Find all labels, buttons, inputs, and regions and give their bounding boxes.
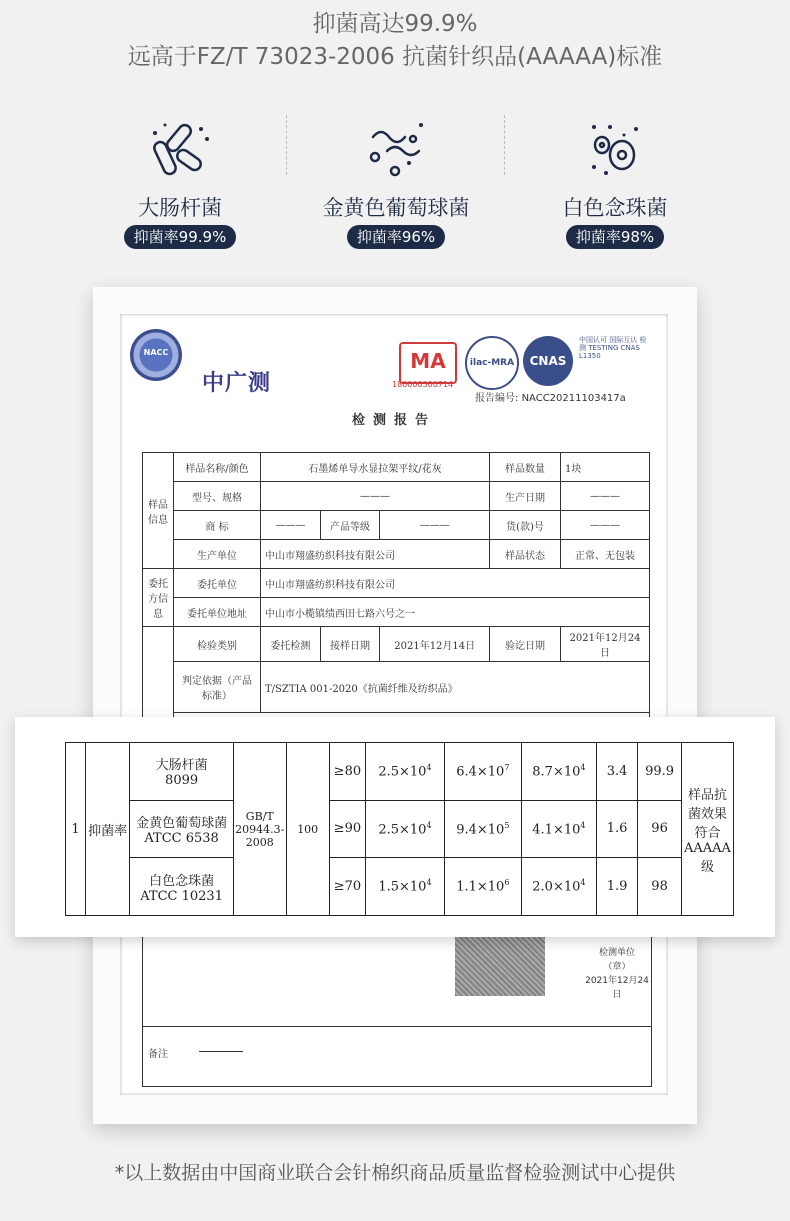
cma-mark: MA xyxy=(399,342,457,384)
headline xyxy=(0,8,790,74)
cocci-bacteria-icon xyxy=(361,115,431,185)
stat-candida xyxy=(515,115,715,249)
headline-line-2: 远高于FZ/T 73023-2006 抗菌针织品(AAAAA)标准 xyxy=(127,44,663,70)
result-highlight xyxy=(15,717,775,937)
organism-cell: 白色念珠菌 ATCC 10231 xyxy=(130,858,234,916)
ilac-mra-mark: ilac-MRA xyxy=(465,336,519,390)
stat-rate-badge: 抑菌率98% xyxy=(566,225,664,249)
testing-unit-stamp: 检测单位 （章） 2021年12月24日 xyxy=(585,948,649,1000)
yeast-cells-icon xyxy=(580,115,650,185)
organism-cell: 大肠杆菌 8099 xyxy=(130,743,234,801)
cnas-mark: CNAS xyxy=(523,336,573,386)
stat-name: 大肠杆菌 xyxy=(138,196,222,220)
stat-staph xyxy=(296,115,496,249)
nacc-logo-icon: NACC xyxy=(130,329,182,381)
bacteria-stats xyxy=(0,115,790,250)
cma-number: 180000300714 xyxy=(392,380,454,389)
organism-cell: 金黄色葡萄球菌 ATCC 6538 xyxy=(130,800,234,858)
logo-text: 中广测 xyxy=(202,371,272,396)
cnas-text: 中国认可 国际互认 检测 TESTING CNAS L1350 xyxy=(579,336,647,360)
result-table: 1 抑菌率 大肠杆菌 8099 GB/T 20944.3-2008 100 ≥80 $2.5\times 10^4$ $6.4\times 10^7$ $8.7\times 10^4$ 3.4 99.9 样品抗菌效果符合AAAAA级 金黄色葡萄球菌 ATCC 6538 ≥90 $2.5\times 10^4$ $9.4\times 10^5$ $4.1\times 10^4$ 1.6 96 白色念珠菌 ATCC 10231 ≥70 $1.5\times 10^4$ $1.1\times 10^6$ $2.0\times 10^4$ 1.9 98 xyxy=(65,742,734,916)
divider xyxy=(504,115,505,175)
stat-name: 白色念珠菌 xyxy=(562,196,668,220)
test-report xyxy=(120,314,668,1095)
notes-row: 备注 xyxy=(143,1026,651,1087)
report-number: 报告编号: NACC20211103417a xyxy=(475,393,626,404)
report-table: 样品信息 样品名称/颜色 石墨烯单导水显拉架平纹/花灰 样品数量 1块 型号、规格 ——— 生产日期 ——— 商 标 ——— 产品等级 ——— 货(款)号 ——— 生产单位 中山市翔盛纺织科技有限公司 样品状态 正常、无包装 委托方信息 委托单位 中山市翔盛纺织科技有限公司 委托单位地址 中山市小榄镇绩西田七路六号之一 检验类别 委托检测 接样日期 2021年12月14日 验讫日期 2021年12月24日 判定依据（产品标准） T/SZTIA 001-2020《抗菌纤维及纺织品》 xyxy=(142,452,650,728)
section-client: 委托方信息 xyxy=(143,569,174,627)
footnote: *以上数据由中国商业联合会针棉织商品质量监督检验测试中心提供 xyxy=(114,1162,676,1184)
headline-line-1: 抑菌高达99.9% xyxy=(312,11,478,37)
stat-rate-badge: 抑菌率99.9% xyxy=(124,225,237,249)
stat-name: 金黄色葡萄球菌 xyxy=(322,196,470,220)
report-frame xyxy=(93,287,697,1124)
stat-ecoli xyxy=(80,115,280,249)
rod-bacteria-icon xyxy=(145,115,215,185)
fabric-sample-image xyxy=(455,934,545,996)
stat-rate-badge: 抑菌率96% xyxy=(347,225,445,249)
conclusion: 样品抗菌效果符合AAAAA级 xyxy=(681,743,733,916)
report-lower xyxy=(142,934,652,1087)
section-sample: 样品信息 xyxy=(143,453,174,569)
report-title: 检测报告 xyxy=(351,413,436,428)
divider xyxy=(286,115,287,175)
